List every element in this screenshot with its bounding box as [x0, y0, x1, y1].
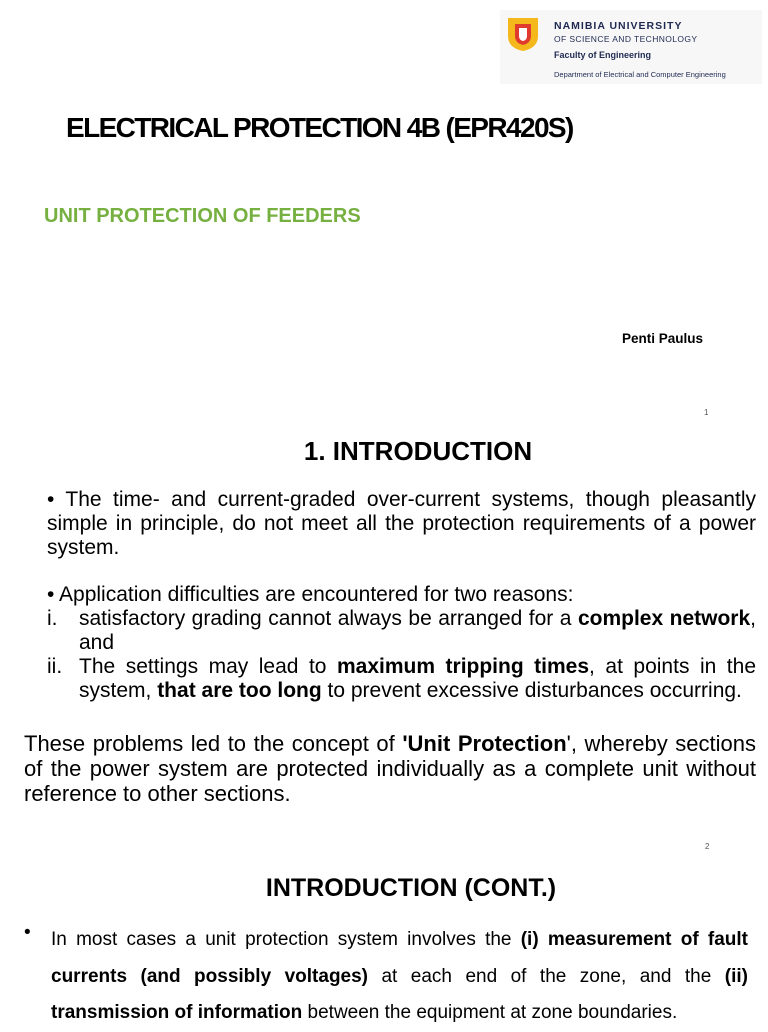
emphasis-text: (ii) transmission of information — [51, 965, 748, 1023]
page-number: 2 — [705, 842, 710, 851]
introduction-heading: 1. INTRODUCTION — [303, 436, 533, 466]
emphasis-text: maximum tripping times — [336, 655, 590, 678]
logo-faculty: Faculty of Engineering — [554, 50, 652, 60]
shield-emblem-icon — [506, 16, 540, 52]
logo-university-subname: OF SCIENCE AND TECHNOLOGY — [554, 34, 698, 44]
list-item — [47, 607, 756, 655]
list-item-number: ii. — [47, 655, 63, 678]
university-logo — [500, 10, 762, 84]
bullet-marker: • — [24, 922, 31, 943]
list-item — [47, 655, 756, 703]
emphasis-text: complex network — [577, 607, 751, 630]
lecture-subtitle: UNIT PROTECTION OF FEEDERS — [44, 205, 361, 227]
list-item-text: The settings may lead to maximum tripping times, at points in the system, that are too long to prevent excessive disturbances occurring. — [79, 655, 756, 702]
introduction-cont-heading: INTRODUCTION (CONT.) — [265, 874, 557, 902]
emphasis-text: that are too long — [157, 679, 322, 702]
page-number: 1 — [704, 408, 709, 417]
list-item-text: satisfactory grading cannot always be arranged for a complex network, and — [79, 607, 756, 654]
logo-university-name: NAMIBIA UNIVERSITY — [554, 20, 683, 32]
intro-bullet-2: • Application difficulties are encountered for two reasons: — [47, 583, 574, 606]
logo-department: Department of Electrical and Computer Engineering — [554, 70, 726, 79]
intro-bullet-1: • The time- and current-graded over-current systems, though pleasantly simple in principle, do not meet all the protection requirements of a power system. — [47, 488, 756, 559]
course-title: ELECTRICAL PROTECTION 4B (EPR420S) — [66, 112, 573, 143]
conclusion-paragraph: These problems led to the concept of 'Unit Protection', whereby sections of the power system are protected individually as a complete unit without reference to other sections. — [24, 731, 756, 806]
list-item-number: i. — [47, 607, 58, 630]
author-name: Penti Paulus — [622, 331, 704, 346]
unit-protection-paragraph: In most cases a unit protection system involves the (i) measurement of fault currents (and possibly voltages) at each end of the zone, and the (ii) transmission of information between the equipment at zone boundaries. — [51, 929, 748, 1023]
emphasis-text: (i) measurement of fault currents (and possibly voltages) — [51, 929, 748, 987]
emphasis-text: 'Unit Protection — [402, 731, 567, 756]
